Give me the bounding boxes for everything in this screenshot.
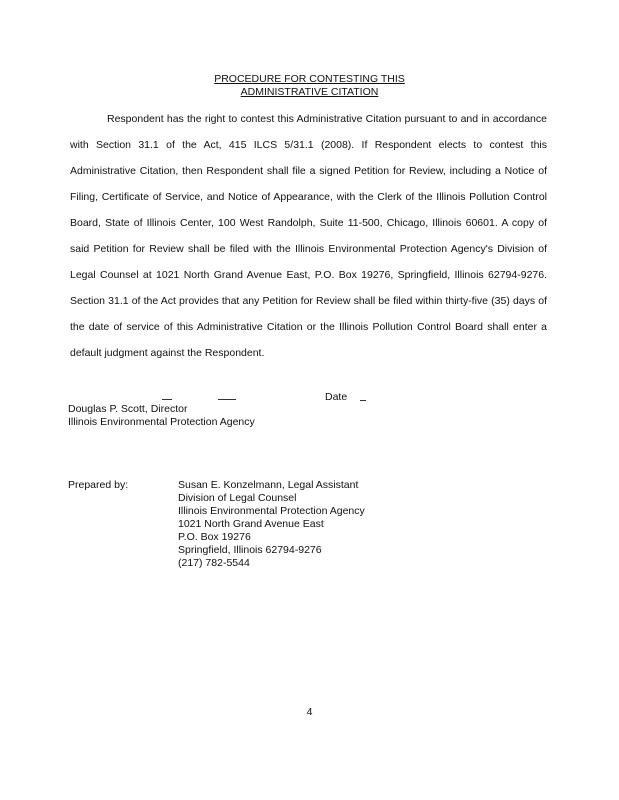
prepared-by-block — [178, 479, 365, 570]
preparer-phone: (217) 782-5544 — [178, 557, 250, 569]
preparer-street: 1021 North Grand Avenue East — [178, 518, 324, 530]
prepared-by-label: Prepared by: — [68, 479, 129, 491]
heading-line-1: PROCEDURE FOR CONTESTING THIS — [214, 73, 405, 85]
date-line-mark — [360, 400, 366, 401]
page-number: 4 — [306, 706, 313, 718]
signer-name: Douglas P. Scott, Director — [68, 403, 188, 415]
preparer-po-box: P.O. Box 19276 — [178, 531, 251, 543]
signer-organization: Illinois Environmental Protection Agency — [68, 416, 255, 428]
preparer-division: Division of Legal Counsel — [178, 492, 297, 504]
preparer-name: Susan E. Konzelmann, Legal Assistant — [178, 479, 359, 491]
heading-line-2: ADMINISTRATIVE CITATION — [240, 86, 379, 98]
date-label: Date — [325, 391, 348, 403]
signature-line-mark — [218, 399, 236, 400]
body-paragraph: Respondent has the right to contest this Administrative Citation pursuant to and in accordance with Section 31.1 of the Act, 415 ILCS 5/31.1 (2008). If Respondent elects to contest this Administrative Citation, then Respondent shall file a signed Petition for Review, including a Notice of Filing, Certificate of Service, and Notice of Appearance, with the Clerk of the Illinois Pollution Control Board, State of Illinois Center, 100 West Randolph, Suite 11-500, Chicago, Illinois 60601. A copy of said Petition for Review shall be filed with the Illinois Environmental Protection Agency's Division of Legal Counsel at 1021 North Grand Avenue East, P.O. Box 19276, Springfield, Illinois 62794-9276. Section 31.1 of the Act provides that any Petition for Review shall be filed within thirty-five (35) days of the date of service of this Administrative Citation or the Illinois Pollution Control Board shall enter a default judgment against the Respondent. — [70, 113, 547, 359]
preparer-city: Springfield, Illinois 62794-9276 — [178, 544, 322, 556]
preparer-agency: Illinois Environmental Protection Agency — [178, 505, 365, 517]
signature-line-mark — [162, 399, 172, 400]
